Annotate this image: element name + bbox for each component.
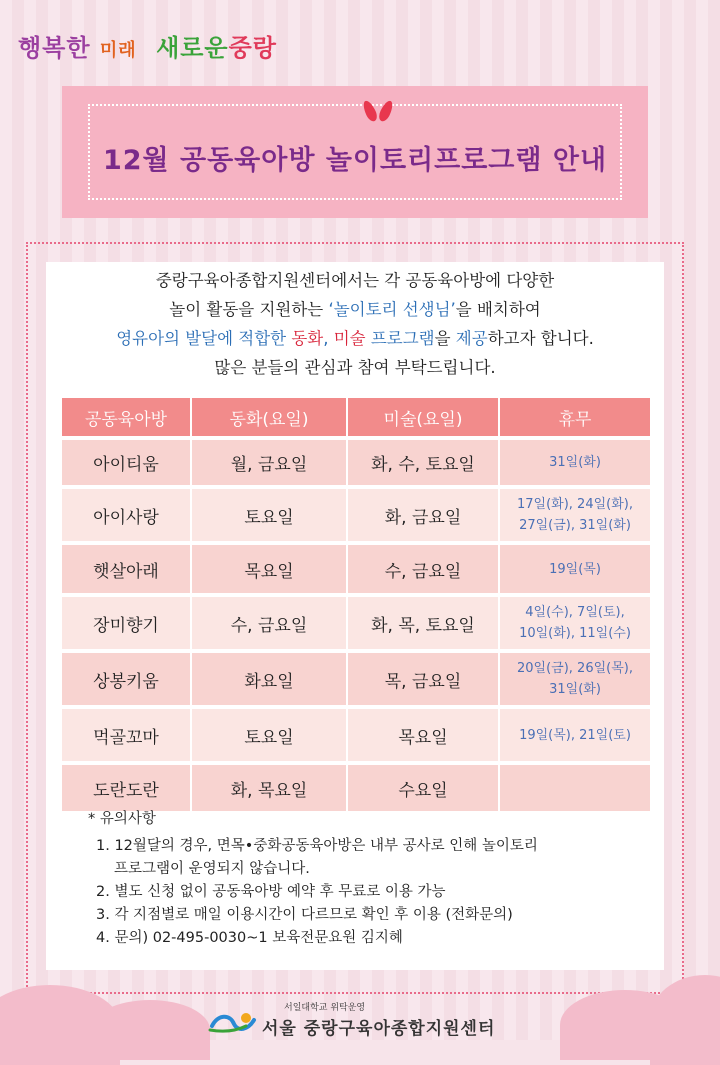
story-days: 월, 금요일 [192,440,348,485]
closed-days: 31일(화) [500,440,652,485]
closed-days: 19일(목), 21일(토) [500,709,652,761]
story-days: 화요일 [192,653,348,705]
table-row [62,597,652,649]
closed-days: 17일(화), 24일(화), 27일(금), 31일(화) [500,489,652,541]
room-name: 장미향기 [62,597,192,649]
closed-days [500,765,652,811]
room-name: 아이티움 [62,440,192,485]
table-header-row [62,398,652,436]
note-item-1: 1. 12월달의 경우, 면목•중화공동육아방은 내부 공사로 인해 놀이토리 [96,838,538,854]
title-banner [62,86,648,218]
table-row [62,440,652,485]
slogan-part4: 중랑 [228,34,277,62]
art-days: 목요일 [348,709,500,761]
intro-line2: 놀이 활동을 지원하는 ‘놀이토리 선생님’을 배치하여 [169,300,541,319]
table-row [62,709,652,761]
art-days: 수, 금요일 [348,545,500,593]
schedule-table [62,394,652,815]
footer-logo [0,996,720,1040]
art-days: 화, 수, 토요일 [348,440,500,485]
table-row [62,545,652,593]
footer-center-name: 서울 중랑구육아종합지원센터 [262,1019,496,1039]
note-item-3: 3. 각 지점별로 매일 이용시간이 다르므로 확인 후 이용 (전화문의) [96,907,513,923]
art-days: 화, 금요일 [348,489,500,541]
slogan-part1: 행복한 [18,34,91,62]
story-days: 토요일 [192,709,348,761]
leaf-icon [361,99,379,123]
header-room: 공동육아방 [62,398,192,436]
slogan-part3: 새로운 [156,34,229,62]
header-story: 동화(요일) [192,398,348,436]
intro-text [46,266,664,382]
room-name: 먹골꼬마 [62,709,192,761]
notes-heading: * 유의사항 [88,811,156,827]
story-days: 목요일 [192,545,348,593]
closed-days: 19일(목) [500,545,652,593]
intro-line3: 영유아의 발달에 적합한 동화, 미술 프로그램을 제공하고자 합니다. [116,329,594,348]
story-days: 수, 금요일 [192,597,348,649]
note-item-2: 2. 별도 신청 없이 공동육아방 예약 후 무료로 이용 가능 [96,884,446,900]
leaf-icon [377,99,395,123]
art-days: 목, 금요일 [348,653,500,705]
closed-days: 20일(금), 26일(목), 31일(화) [500,653,652,705]
art-days: 화, 목, 토요일 [348,597,500,649]
story-days: 화, 목요일 [192,765,348,811]
table-row [62,653,652,705]
note-item-4: 4. 문의) 02-495-0030~1 보육전문요원 김지혜 [96,930,403,946]
title-frame [88,104,622,200]
story-days: 토요일 [192,489,348,541]
art-days: 수요일 [348,765,500,811]
note-item-1-cont: 프로그램이 운영되지 않습니다. [114,861,310,877]
intro-line4: 많은 분들의 관심과 참여 부탁드립니다. [214,358,496,377]
room-name: 햇살아래 [62,545,192,593]
table-row [62,489,652,541]
room-name: 상봉키움 [62,653,192,705]
intro-line1: 중랑구육아종합지원센터에서는 각 공동육아방에 다양한 [155,271,555,290]
content-panel [46,262,664,970]
slogan-part2: 미래 [99,40,137,61]
footer-affiliation: 서일대학교 위탁운영 [284,1003,366,1013]
notes-section [88,808,538,950]
header-art: 미술(요일) [348,398,500,436]
header-closed: 휴무 [500,398,652,436]
closed-days: 4일(수), 7일(토), 10일(화), 11일(수) [500,597,652,649]
room-name: 도란도란 [62,765,192,811]
center-logo-icon [208,1010,258,1034]
page-title: 12월 공동육아방 놀이토리프로그램 안내 [102,144,608,176]
table-row [62,765,652,811]
slogan [18,28,277,63]
room-name: 아이사랑 [62,489,192,541]
